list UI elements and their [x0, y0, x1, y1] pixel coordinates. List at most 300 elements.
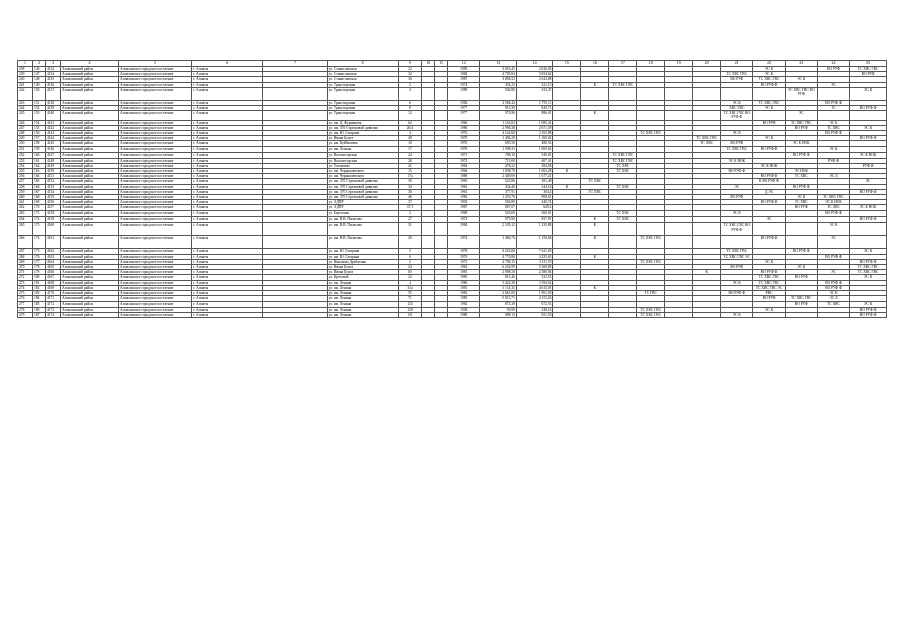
cell-col-13: 1 460,76 — [480, 236, 517, 249]
cell-col-4: Алмалинский район — [60, 72, 118, 77]
cell-col-2: 185 — [33, 301, 46, 307]
cell-col-22: ВО РУФ Ф — [753, 200, 785, 205]
cell-col-10 — [422, 87, 435, 100]
cell-col-4: Алмалинский район — [60, 223, 118, 236]
cell-col-16: К — [581, 217, 609, 223]
cell-col-1: 268 — [18, 254, 33, 259]
cell-col-8: ул. Высокогорская — [327, 158, 398, 163]
cell-col-9: 12 — [398, 111, 422, 120]
cell-col-8: ул. Транспортная — [327, 82, 398, 87]
cell-col-22: ЭС К НОК — [753, 163, 785, 168]
cell-col-3: 4164 — [45, 259, 60, 264]
cell-col-8: ул. Ивана Бунта — [327, 136, 398, 141]
cell-col-1: 262 — [18, 205, 33, 211]
cell-col-5: Алмалинское городское поселение — [119, 275, 192, 280]
cell-col-12: 1976 — [448, 254, 480, 259]
cell-col-1: 271 — [18, 270, 33, 275]
cell-col-7 — [263, 236, 328, 249]
cell-col-12: 1963 — [448, 265, 480, 270]
cell-col-23: ТС ХВС ГВС — [785, 296, 817, 301]
cell-col-2: 150 — [33, 87, 46, 100]
cell-col-3: 4158 — [45, 211, 60, 217]
cell-col-8: ул. им. Чернышевского — [327, 174, 398, 179]
cell-col-15 — [553, 312, 581, 317]
cell-col-4: Алмалинский район — [60, 106, 118, 111]
cell-col-5: Алмалинское городское поселение — [119, 67, 192, 72]
cell-col-3: 4170 — [45, 291, 60, 296]
cell-col-13: 815,46 — [480, 275, 517, 280]
cell-col-5: Алмалинское городское поселение — [119, 259, 192, 264]
cell-col-25: ВО РУФ Ф — [850, 189, 887, 194]
cell-col-6: г. Алматы — [192, 270, 263, 275]
cell-col-9: 2 — [398, 211, 422, 217]
cell-col-21: ТС ХВС ГВС ВО РУФ Ф — [721, 223, 753, 236]
cell-col-7 — [263, 312, 328, 317]
cell-col-23: ЭС К — [785, 265, 817, 270]
cell-col-10 — [422, 223, 435, 236]
cell-col-24 — [817, 87, 849, 100]
cell-col-14: 651,50 — [516, 312, 553, 317]
cell-col-24: ТС ХВС — [817, 205, 849, 211]
cell-col-2: 156 — [33, 131, 46, 136]
cell-col-6: г. Алматы — [192, 169, 263, 174]
cell-col-4: Алмалинский район — [60, 280, 118, 285]
cell-col-8: ул. им. В.В. Пилатова — [327, 217, 398, 223]
cell-col-4: Алмалинский район — [60, 259, 118, 264]
cell-col-22: ТС ХВС ГВС ЭС — [753, 285, 785, 290]
cell-col-3: 4159 — [45, 217, 60, 223]
cell-col-3: 4156 — [45, 200, 60, 205]
cell-col-17 — [609, 111, 637, 120]
cell-col-1: 269 — [18, 259, 33, 264]
cell-col-22: РВС — [753, 291, 785, 296]
cell-col-21: ЭС К — [721, 100, 753, 105]
cell-col-13: 543,60 — [480, 211, 517, 217]
cell-col-6: г. Алматы — [192, 280, 263, 285]
cell-col-4: Алмалинский район — [60, 200, 118, 205]
cell-col-25: ЭС К — [850, 249, 887, 254]
cell-col-9: 55 — [398, 291, 422, 296]
housing-register-table — [17, 60, 887, 318]
cell-col-14: 4 015,01 — [516, 285, 553, 290]
cell-col-3: 4174 — [45, 312, 60, 317]
cell-col-12: 1985 — [448, 296, 480, 301]
cell-col-14: 381,48 — [516, 179, 553, 184]
cell-col-1: 263 — [18, 211, 33, 217]
cell-col-13: 688,13 — [480, 312, 517, 317]
cell-col-15 — [553, 236, 581, 249]
cell-col-11 — [435, 111, 448, 120]
cell-col-9: 31а — [398, 285, 422, 290]
cell-col-5: Алмалинское городское поселение — [119, 77, 192, 82]
cell-col-3: 4168 — [45, 280, 60, 285]
cell-col-2: 180 — [33, 275, 46, 280]
cell-col-16 — [581, 87, 609, 100]
cell-col-6: г. Алматы — [192, 205, 263, 211]
cell-col-6: г. Алматы — [192, 285, 263, 290]
cell-col-3: 4134 — [45, 72, 60, 77]
cell-col-6: г. Алматы — [192, 265, 263, 270]
cell-col-25 — [850, 111, 887, 120]
cell-col-13: 5 422,38 — [480, 280, 517, 285]
cell-col-5: Алмалинское городское поселение — [119, 163, 192, 168]
cell-col-25 — [850, 236, 887, 249]
cell-col-13: 8 223,06 — [480, 249, 517, 254]
cell-col-3: 4152 — [45, 179, 60, 184]
table-row — [18, 111, 887, 120]
cell-col-2: 160 — [33, 153, 46, 158]
cell-col-22: ЭС К — [753, 136, 785, 141]
cell-col-6: г. Алматы — [192, 195, 263, 200]
cell-col-1: 246 — [18, 120, 33, 125]
cell-col-2: 167 — [33, 189, 46, 194]
cell-col-12: 1980 — [448, 312, 480, 317]
cell-col-14: 1 677,21 — [516, 174, 553, 179]
cell-col-21: ЭС К — [721, 131, 753, 136]
cell-col-9: 3 — [398, 249, 422, 254]
cell-col-6: г. Алматы — [192, 223, 263, 236]
cell-col-9: 27 — [398, 217, 422, 223]
cell-col-14: 1 100,02 — [516, 136, 553, 141]
cell-col-5: Алмалинское городское поселение — [119, 270, 192, 275]
cell-col-14: 1 335,88 — [516, 223, 553, 236]
cell-col-12: 1969 — [448, 211, 480, 217]
cell-col-6: г. Алматы — [192, 254, 263, 259]
cell-col-9: 34 — [398, 184, 422, 189]
column-number-7: 7 — [263, 61, 328, 67]
cell-col-9: 24 — [398, 265, 422, 270]
cell-col-7 — [263, 87, 328, 100]
cell-col-9: 2 — [398, 259, 422, 264]
cell-col-18: ТС ХВС ГВС — [637, 236, 665, 249]
cell-col-6: г. Алматы — [192, 307, 263, 312]
cell-col-14: 672,53 — [516, 301, 553, 307]
cell-col-15 — [553, 223, 581, 236]
cell-col-24: ВО РУФ — [817, 67, 849, 72]
cell-col-12: 1958 — [448, 307, 480, 312]
cell-col-9: 131 — [398, 312, 422, 317]
cell-col-24: ЭС — [817, 82, 849, 87]
cell-col-2: 183 — [33, 291, 46, 296]
cell-col-1: 267 — [18, 249, 33, 254]
table-row — [18, 87, 887, 100]
cell-col-16: К — [581, 223, 609, 236]
cell-col-25: ВО РУФ Ф — [850, 312, 887, 317]
cell-col-21: ЭС К НОК — [721, 158, 753, 163]
cell-col-13: 434,23 — [480, 82, 517, 87]
cell-col-9: 22 — [398, 275, 422, 280]
cell-col-3: 4149 — [45, 163, 60, 168]
cell-col-12: 1974 — [448, 236, 480, 249]
cell-col-22: ВО РУФ — [753, 296, 785, 301]
cell-col-22: ВО РУФ Ф — [753, 270, 785, 275]
cell-col-2: 169 — [33, 200, 46, 205]
cell-col-2: 173 — [33, 223, 46, 236]
cell-col-6: г. Алматы — [192, 217, 263, 223]
cell-col-4: Алмалинский район — [60, 236, 118, 249]
column-number-24: 24 — [817, 61, 849, 67]
cell-col-6: г. Алматы — [192, 184, 263, 189]
cell-col-6: г. Алматы — [192, 174, 263, 179]
cell-col-9: 30 — [398, 179, 422, 184]
cell-col-4: Алмалинский район — [60, 254, 118, 259]
cell-col-14: 1 150,66 — [516, 236, 553, 249]
cell-col-14: 1 961,50 — [516, 291, 553, 296]
cell-col-6: г. Алматы — [192, 259, 263, 264]
cell-col-21: ВО РУФ Ф — [721, 291, 753, 296]
cell-col-12: 1963 — [448, 184, 480, 189]
cell-col-3: 4163 — [45, 254, 60, 259]
column-number-9: 9 — [398, 61, 422, 67]
cell-col-2: 148 — [33, 77, 46, 82]
cell-col-3: 4155 — [45, 195, 60, 200]
cell-col-9: 123 — [398, 301, 422, 307]
cell-col-22: ВО РУФ Ф — [753, 236, 785, 249]
cell-col-12: 1971 — [448, 153, 480, 158]
cell-col-8: ул. Береговая — [327, 211, 398, 217]
cell-col-14: 304,4 — [516, 189, 553, 194]
cell-col-8: ул. им. Ленина — [327, 301, 398, 307]
cell-col-2: 146 — [33, 67, 46, 72]
cell-col-4: Алмалинский район — [60, 82, 118, 87]
cell-col-8: ул. им. Ю. Гагарина — [327, 249, 398, 254]
cell-col-5: Алмалинское городское поселение — [119, 217, 192, 223]
cell-col-15 — [553, 87, 581, 100]
cell-col-14: 523,53 — [516, 275, 553, 280]
cell-col-14: 384,58 — [516, 163, 553, 168]
cell-col-12: 1965 — [448, 179, 480, 184]
cell-col-8: ул. им. В.В. Пилатова — [327, 236, 398, 249]
cell-col-9: 4 — [398, 131, 422, 136]
cell-col-2: 178 — [33, 265, 46, 270]
cell-col-25: ВО РУФ Ф — [850, 136, 887, 141]
cell-col-22: ЭС К — [753, 67, 785, 72]
cell-col-12: 1986 — [448, 125, 480, 130]
column-number-25: 25 — [850, 61, 887, 67]
cell-col-9: 17а — [398, 174, 422, 179]
cell-col-8: ул. Транспортная — [327, 100, 398, 105]
column-number-18: 18 — [637, 61, 665, 67]
cell-col-21: ТС ХВС ГВС — [721, 147, 753, 153]
cell-col-18: ТС ХВС ГВС — [637, 131, 665, 136]
cell-col-13: 2 449,69 — [480, 174, 517, 179]
cell-col-6: г. Алматы — [192, 87, 263, 100]
column-number-12: 12 — [448, 61, 480, 67]
cell-col-5: Алмалинское городское поселение — [119, 184, 192, 189]
cell-col-5: Алмалинское городское поселение — [119, 254, 192, 259]
cell-col-14: 4 153,63 — [516, 296, 553, 301]
cell-col-17: ТС ХВС — [609, 163, 637, 168]
cell-col-13: 2 998,30 — [480, 270, 517, 275]
cell-col-17: ТС ХВС ГВС — [609, 82, 637, 87]
cell-col-13: 3 894,52 — [480, 77, 517, 82]
cell-col-14: 540,81 — [516, 153, 553, 158]
cell-col-5: Алмалинское городское поселение — [119, 158, 192, 163]
cell-col-9: 24 — [398, 153, 422, 158]
cell-col-22 — [753, 312, 785, 317]
cell-col-2: 158 — [33, 141, 46, 147]
cell-col-13: 502,80 — [480, 87, 517, 100]
cell-col-3: 4165 — [45, 265, 60, 270]
column-number-8: 8 — [327, 61, 398, 67]
cell-col-1: 256 — [18, 174, 33, 179]
cell-col-8: ул. Станиславская — [327, 72, 398, 77]
cell-col-23: ЭС К — [785, 195, 817, 200]
table-row — [18, 236, 887, 249]
cell-col-25: ТС ХВС ГВС — [850, 67, 887, 72]
cell-col-2: 147 — [33, 72, 46, 77]
column-number-22: 22 — [753, 61, 785, 67]
cell-col-13: 695,50 — [480, 141, 517, 147]
cell-col-6: г. Алматы — [192, 296, 263, 301]
cell-col-5: Алмалинское городское поселение — [119, 87, 192, 100]
cell-col-21: ВО РУФ — [721, 141, 753, 147]
cell-col-19 — [665, 312, 693, 317]
cell-col-24: ЭС — [817, 270, 849, 275]
cell-col-2: 164 — [33, 174, 46, 179]
cell-col-5: Алмалинское городское поселение — [119, 82, 192, 87]
cell-col-2: 182 — [33, 285, 46, 290]
cell-col-5: Алмалинское городское поселение — [119, 125, 192, 130]
cell-col-8: ул. Станиславская — [327, 67, 398, 72]
cell-col-18: ТС ХВС ГВС — [637, 259, 665, 264]
cell-col-16: К — [581, 254, 609, 259]
cell-col-24: ВО РУФ Ф — [817, 285, 849, 290]
cell-col-12: 1977 — [448, 111, 480, 120]
cell-col-24: ТС ХВС ГВС — [817, 195, 849, 200]
cell-col-8: ул. Транспортная — [327, 87, 398, 100]
cell-col-13: 594,80 — [480, 200, 517, 205]
cell-col-8: ул. АДПР — [327, 205, 398, 211]
cell-col-4: Алмалинский район — [60, 265, 118, 270]
cell-col-14: 829,71 — [516, 106, 553, 111]
cell-col-8: ул. им. Ленина — [327, 147, 398, 153]
cell-col-17 — [609, 223, 637, 236]
cell-col-24: ВО РУФ Ф — [817, 211, 849, 217]
cell-col-18: ТС ГВС — [637, 291, 665, 296]
cell-col-6: г. Алматы — [192, 136, 263, 141]
cell-col-1: 240 — [18, 77, 33, 82]
cell-col-5: Алмалинское городское поселение — [119, 120, 192, 125]
cell-col-4: Алмалинский район — [60, 153, 118, 158]
cell-col-2: 184 — [33, 296, 46, 301]
cell-col-9: 37 — [398, 200, 422, 205]
cell-col-1: 242 — [18, 87, 33, 100]
cell-col-5: Алмалинское городское поселение — [119, 296, 192, 301]
cell-col-12: 1982 — [448, 195, 480, 200]
cell-col-21: ТС ХВС ГВС ЭС — [721, 254, 753, 259]
cell-col-8: ул. им. Куйбышева — [327, 141, 398, 147]
cell-col-24: ЭС К — [817, 223, 849, 236]
cell-col-5: Алмалинское городское поселение — [119, 211, 192, 217]
cell-col-10 — [422, 111, 435, 120]
cell-col-4: Алмалинский район — [60, 249, 118, 254]
cell-col-22: ВО РУФ — [753, 120, 785, 125]
cell-col-25: ЭС К — [850, 87, 887, 100]
cell-col-2: 172 — [33, 217, 46, 223]
cell-col-8: ул. Кретовой — [327, 275, 398, 280]
cell-col-5: Алмалинское городское поселение — [119, 285, 192, 290]
cell-col-12: 1986 — [448, 174, 480, 179]
cell-col-17: ТС ХВС — [609, 217, 637, 223]
cell-col-2: 163 — [33, 169, 46, 174]
cell-col-8: ул. им. Ленина — [327, 285, 398, 290]
column-number-3: 3 — [45, 61, 60, 67]
cell-col-1: 264 — [18, 217, 33, 223]
cell-col-16 — [581, 312, 609, 317]
cell-col-4: Алмалинский район — [60, 189, 118, 194]
cell-col-5: Алмалинское городское поселение — [119, 174, 192, 179]
cell-col-11 — [435, 312, 448, 317]
cell-col-2: 175 — [33, 249, 46, 254]
cell-col-9: 10 — [398, 141, 422, 147]
cell-col-3: 4142 — [45, 125, 60, 130]
cell-col-14: 908,61 — [516, 195, 553, 200]
cell-col-8: ул. им. Ленина — [327, 307, 398, 312]
cell-col-1: 272 — [18, 275, 33, 280]
cell-col-22: ЭС К — [753, 106, 785, 111]
cell-col-8: ул. им. 370 Стрелковой дивизии — [327, 125, 398, 130]
cell-col-2: 179 — [33, 270, 46, 275]
cell-col-25: ТС ХВС ГВС — [850, 265, 887, 270]
cell-col-6: г. Алматы — [192, 141, 263, 147]
cell-col-9: 31 — [398, 223, 422, 236]
cell-col-1: 241 — [18, 82, 33, 87]
cell-col-5: Алмалинское городское поселение — [119, 106, 192, 111]
cell-col-21: ВО РУФ — [721, 77, 753, 82]
cell-col-22 — [753, 223, 785, 236]
cell-col-5: Алмалинское городское поселение — [119, 280, 192, 285]
cell-col-3: 4166 — [45, 270, 60, 275]
cell-col-13: 4 795,84 — [480, 72, 517, 77]
cell-col-18 — [637, 111, 665, 120]
cell-col-12: 1989 — [448, 87, 480, 100]
cell-col-13: 974,96 — [480, 111, 517, 120]
cell-col-16: ТС ХВС — [581, 189, 609, 194]
cell-col-14: 2 671,59 — [516, 125, 553, 130]
cell-col-12: 1982 — [448, 301, 480, 307]
cell-col-3: 4143 — [45, 131, 60, 136]
cell-col-25: ЭС К — [850, 301, 887, 307]
cell-col-6: г. Алматы — [192, 200, 263, 205]
cell-col-3: 4137 — [45, 87, 60, 100]
cell-col-13: 5 131,35 — [480, 285, 517, 290]
cell-col-20 — [693, 111, 721, 120]
cell-col-2: 162 — [33, 163, 46, 168]
cell-col-4: Алмалинский район — [60, 301, 118, 307]
cell-col-9: 41 — [398, 163, 422, 168]
cell-col-2: 186 — [33, 307, 46, 312]
cell-col-25: ВО РУФ Ф — [850, 307, 887, 312]
cell-col-1: 279 — [18, 312, 33, 317]
cell-col-3: 4140 — [45, 111, 60, 120]
cell-col-17: ТС ХВС ГВС — [609, 158, 637, 163]
cell-col-4: Алмалинский район — [60, 125, 118, 130]
cell-col-25: ВО РУФ Ф — [850, 106, 887, 111]
cell-col-24: ВО РУФ Ф — [817, 131, 849, 136]
cell-col-1: 255 — [18, 169, 33, 174]
cell-col-7 — [263, 111, 328, 120]
cell-col-14: 886,01 — [516, 111, 553, 120]
cell-col-12: 1984 — [448, 72, 480, 77]
cell-col-5: Алмалинское городское поселение — [119, 189, 192, 194]
cell-col-16: К — [581, 82, 609, 87]
cell-col-23: ТС ХВС — [785, 174, 817, 179]
cell-col-2: 155 — [33, 125, 46, 130]
cell-col-24: ВО РУФ Ф — [817, 100, 849, 105]
cell-col-13: 2 584,42 — [480, 100, 517, 105]
cell-col-25: ВО РУФ — [850, 72, 887, 77]
